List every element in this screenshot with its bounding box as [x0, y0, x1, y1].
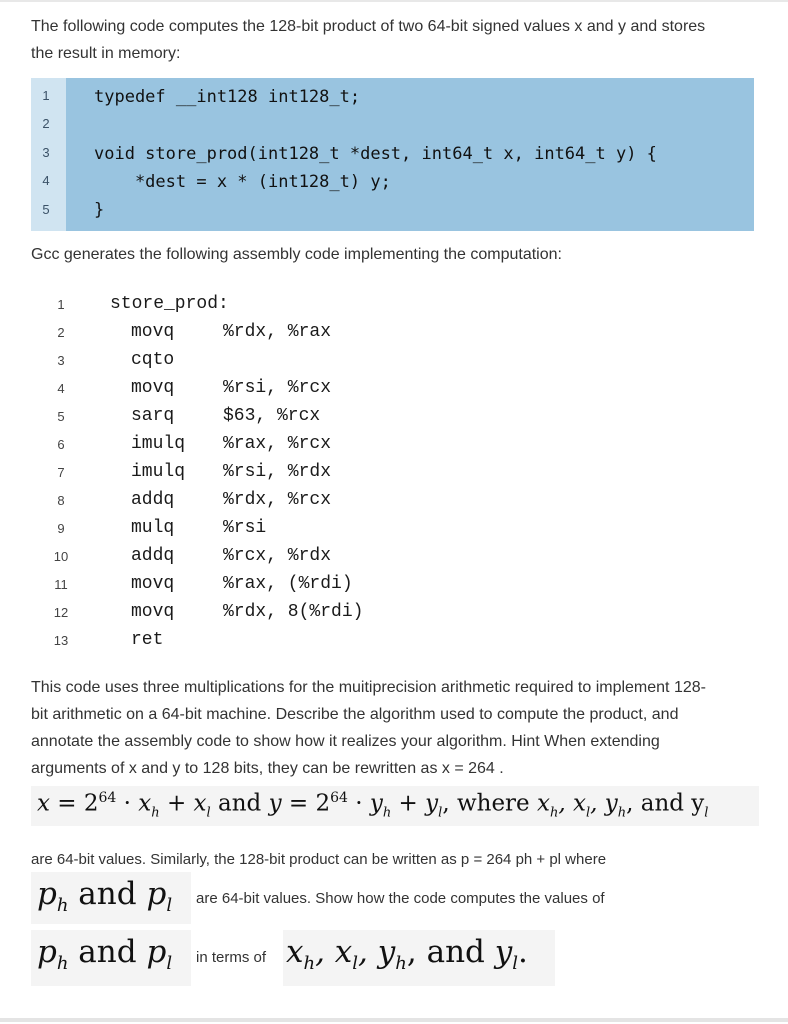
asm-opcode: addq	[131, 546, 175, 566]
asm-line-number: 2	[57, 325, 65, 340]
eq-sub: h	[56, 953, 69, 975]
asm-line-number: 9	[57, 521, 65, 536]
eq-text: and	[210, 790, 269, 817]
asm-operands: $63, %rcx	[223, 406, 321, 426]
gcc-caption: Gcc generates the following assembly code implementing the computation:	[31, 246, 562, 263]
eq-sub: h	[303, 953, 316, 975]
asm-opcode: sarq	[131, 406, 175, 426]
asm-operands: %rax, %rcx	[223, 434, 332, 454]
ph-pl-expression-1	[37, 876, 172, 916]
eq-sub: l	[438, 805, 443, 821]
eq-text: , and y	[626, 790, 705, 817]
asm-operands: %rdx, %rcx	[223, 490, 332, 510]
c-line-number: 1	[42, 88, 50, 103]
eq-var: x	[138, 790, 152, 817]
eq-var: y	[369, 790, 383, 817]
eq-exp: 64	[330, 790, 348, 806]
eq-var: , x	[558, 790, 586, 817]
description-line-3: annotate the assembly code to show how it realizes your algorithm. Hint When extending	[31, 733, 660, 750]
similarly-text: are 64-bit values. Similarly, the 128-bit product can be written as p = 264 ph + pl where	[31, 851, 607, 868]
asm-operands: %rcx, %rdx	[223, 546, 332, 566]
description-line-4: arguments of x and y to 128 bits, they can be rewritten as x = 264 .	[31, 760, 504, 777]
asm-label: store_prod:	[110, 294, 229, 314]
asm-line-number: 12	[53, 605, 69, 620]
asm-opcode: cqto	[131, 350, 175, 370]
eq-sub: l	[512, 953, 519, 975]
eq-var: x	[37, 790, 50, 817]
eq-op: = 2	[49, 790, 99, 817]
eq-var: p	[37, 934, 57, 970]
eq-sub: h	[395, 953, 407, 975]
c-code-line: *dest = x * (int128_t) y;	[94, 172, 391, 192]
asm-operands: %rax, (%rdi)	[223, 574, 353, 594]
asm-operands: %rdx, 8(%rdi)	[223, 602, 364, 622]
asm-line-number: 13	[53, 633, 69, 648]
eq-sub: l	[585, 805, 591, 821]
asm-line-number: 7	[57, 465, 65, 480]
eq-text: .	[518, 934, 528, 970]
equation-x-y	[37, 790, 708, 820]
asm-opcode: addq	[131, 490, 175, 510]
bottom-divider	[0, 1018, 788, 1022]
asm-opcode: movq	[131, 574, 175, 594]
asm-line-number: 1	[57, 297, 65, 312]
eq-var: y	[425, 790, 439, 817]
c-code-block	[31, 78, 754, 231]
in-terms-of-text: in terms of	[196, 949, 267, 966]
asm-opcode: movq	[131, 378, 175, 398]
asm-line-number: 6	[57, 437, 65, 452]
asm-line-number: 4	[57, 381, 65, 396]
intro-line-2: the result in memory:	[31, 45, 181, 62]
eq-op: ·	[347, 790, 370, 817]
after-ph-text: are 64-bit values. Show how the code computes the values of	[196, 890, 605, 907]
asm-line-number: 5	[57, 409, 65, 424]
asm-opcode: imulq	[131, 434, 186, 454]
eq-var: p	[146, 934, 167, 970]
c-code-line: }	[94, 200, 105, 220]
intro-line-1: The following code computes the 128-bit product of two 64-bit signed values x and y and stores	[31, 18, 706, 35]
eq-op: +	[391, 790, 426, 817]
c-line-number: 5	[42, 202, 50, 217]
asm-opcode: movq	[131, 602, 175, 622]
eq-var: , x	[315, 934, 353, 970]
eq-sub: l	[352, 953, 359, 975]
asm-line-number: 11	[54, 577, 68, 592]
c-line-number: 3	[42, 145, 50, 160]
description-line-2: bit arithmetic on a 64-bit machine. Describe the algorithm used to compute the product, and	[31, 706, 679, 723]
c-code-line: typedef __int128 int128_t;	[94, 87, 361, 107]
eq-text: , where	[442, 790, 537, 817]
asm-operands: %rdx, %rax	[223, 322, 332, 342]
eq-op: ·	[116, 790, 139, 817]
eq-var: x	[536, 790, 550, 817]
asm-line-number: 3	[57, 353, 65, 368]
ph-pl-expression-2	[37, 934, 172, 974]
eq-sub: l	[166, 953, 173, 975]
eq-sub: h	[151, 805, 160, 821]
asm-operands: %rsi	[223, 518, 267, 538]
asm-operands: %rsi, %rdx	[223, 462, 332, 482]
eq-sub: h	[56, 895, 69, 917]
asm-line-number: 8	[57, 493, 65, 508]
asm-opcode: mulq	[131, 518, 175, 538]
eq-sub: l	[704, 805, 709, 821]
eq-var: , y	[590, 790, 618, 817]
eq-op: +	[159, 790, 194, 817]
eq-exp: 64	[98, 790, 117, 806]
eq-var: y	[268, 790, 282, 817]
eq-var: p	[146, 876, 167, 912]
eq-sub: h	[617, 805, 627, 821]
asm-opcode: imulq	[131, 462, 186, 482]
eq-sub: l	[206, 805, 211, 821]
eq-op: = 2	[281, 790, 331, 817]
eq-var: , y	[358, 934, 396, 970]
top-divider	[0, 0, 788, 2]
eq-sub: h	[549, 805, 559, 821]
asm-operands: %rsi, %rcx	[223, 378, 332, 398]
final-vars-expression	[286, 934, 528, 974]
asm-opcode: ret	[131, 630, 164, 650]
eq-sub: l	[166, 895, 173, 917]
eq-var: p	[37, 876, 57, 912]
eq-text: and	[68, 934, 147, 970]
eq-text: and	[68, 876, 147, 912]
c-line-number: 2	[42, 116, 50, 131]
description-line-1: This code uses three multiplications for the muitiprecision arithmetic required to implement 128-	[31, 679, 706, 696]
c-code-line: void store_prod(int128_t *dest, int64_t x, int64_t y) {	[94, 144, 657, 164]
eq-text: , and	[406, 934, 495, 970]
eq-var: y	[494, 934, 513, 970]
c-line-number: 4	[42, 173, 50, 188]
eq-var: x	[193, 790, 207, 817]
eq-sub: h	[382, 805, 392, 821]
asm-line-number: 10	[53, 549, 69, 564]
asm-opcode: movq	[131, 322, 175, 342]
eq-var: x	[286, 934, 304, 970]
